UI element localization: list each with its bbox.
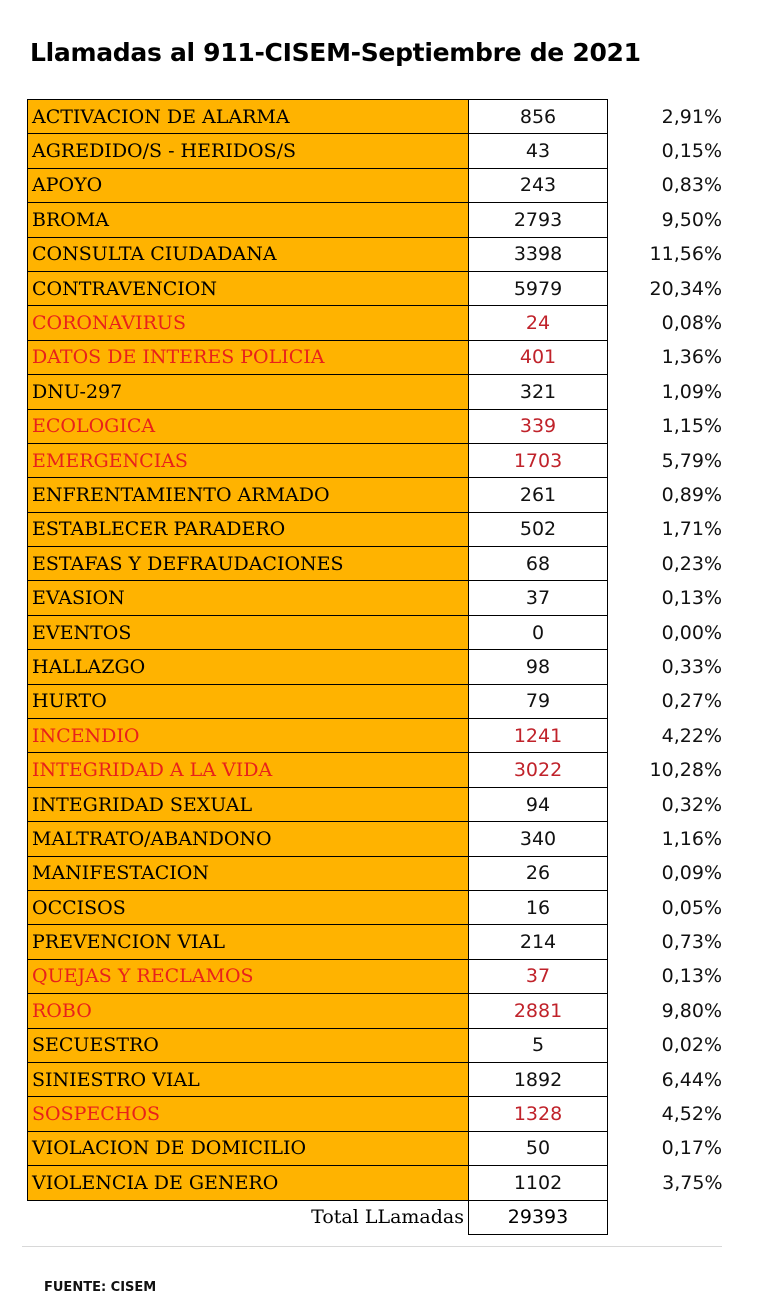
count-cell: 3398	[469, 237, 608, 271]
category-cell: ROBO	[28, 994, 469, 1028]
percent-cell: 0,02%	[661, 1034, 722, 1057]
table-row	[28, 994, 729, 1028]
total-value: 29393	[469, 1200, 608, 1234]
calls-table	[27, 99, 729, 1235]
count-cell: 856	[469, 100, 608, 134]
table-row	[28, 719, 729, 753]
count-cell: 502	[469, 512, 608, 546]
table-row	[28, 1166, 729, 1200]
table-row	[28, 581, 729, 615]
count-cell: 26	[469, 856, 608, 890]
percent-cell: 0,15%	[661, 140, 722, 163]
category-cell: MALTRATO/ABANDONO	[28, 822, 469, 856]
faint-divider	[22, 1246, 722, 1247]
percent-cell: 0,73%	[661, 931, 722, 954]
category-cell: SOSPECHOS	[28, 1097, 469, 1131]
percent-cell: 6,44%	[661, 1068, 722, 1091]
count-cell: 50	[469, 1131, 608, 1165]
count-cell: 24	[469, 306, 608, 340]
table-row	[28, 615, 729, 649]
category-cell: DATOS DE INTERES POLICIA	[28, 340, 469, 374]
category-cell: ESTABLECER PARADERO	[28, 512, 469, 546]
count-cell: 79	[469, 684, 608, 718]
count-cell: 340	[469, 822, 608, 856]
count-cell: 37	[469, 959, 608, 993]
table-row	[28, 375, 729, 409]
percent-cell: 0,23%	[661, 552, 722, 575]
category-cell: SINIESTRO VIAL	[28, 1062, 469, 1096]
category-cell: VIOLACION DE DOMICILIO	[28, 1131, 469, 1165]
category-cell: CORONAVIRUS	[28, 306, 469, 340]
count-cell: 16	[469, 890, 608, 924]
percent-cell: 0,33%	[661, 655, 722, 678]
count-cell: 321	[469, 375, 608, 409]
count-cell: 1892	[469, 1062, 608, 1096]
category-cell: MANIFESTACION	[28, 856, 469, 890]
percent-cell: 0,08%	[661, 312, 722, 335]
category-cell: ESTAFAS Y DEFRAUDACIONES	[28, 547, 469, 581]
table-row	[28, 409, 729, 443]
percent-cell: 10,28%	[649, 759, 722, 782]
table-row	[28, 271, 729, 305]
source-note: FUENTE: CISEM	[44, 1280, 157, 1295]
percent-cell: 0,13%	[661, 965, 722, 988]
count-cell: 43	[469, 134, 608, 168]
category-cell: EVASION	[28, 581, 469, 615]
table-row	[28, 1062, 729, 1096]
count-cell: 68	[469, 547, 608, 581]
percent-cell: 0,17%	[661, 1137, 722, 1160]
category-cell: OCCISOS	[28, 890, 469, 924]
table-row	[28, 100, 729, 134]
percent-cell: 4,52%	[661, 1103, 722, 1126]
table-row	[28, 684, 729, 718]
table-row	[28, 1131, 729, 1165]
total-percent-empty	[608, 1200, 729, 1234]
category-cell: ACTIVACION DE ALARMA	[28, 100, 469, 134]
percent-cell: 1,16%	[661, 827, 722, 850]
percent-cell: 9,80%	[661, 999, 722, 1022]
category-cell: EVENTOS	[28, 615, 469, 649]
total-row	[28, 1200, 729, 1234]
percent-cell: 2,91%	[661, 105, 722, 128]
table-row	[28, 512, 729, 546]
table-row	[28, 340, 729, 374]
table-row	[28, 306, 729, 340]
table-row	[28, 753, 729, 787]
percent-cell: 9,50%	[661, 208, 722, 231]
category-cell: VIOLENCIA DE GENERO	[28, 1166, 469, 1200]
percent-cell: 3,75%	[662, 1171, 723, 1194]
table-row	[28, 478, 729, 512]
count-cell: 5	[469, 1028, 608, 1062]
category-cell: AGREDIDO/S - HERIDOS/S	[28, 134, 469, 168]
count-cell: 98	[469, 650, 608, 684]
category-cell: APOYO	[28, 168, 469, 202]
table-row	[28, 168, 729, 202]
count-cell: 1102	[469, 1166, 608, 1200]
percent-cell: 4,22%	[661, 724, 722, 747]
category-cell: SECUESTRO	[28, 1028, 469, 1062]
category-cell: HURTO	[28, 684, 469, 718]
percent-cell: 5,79%	[661, 449, 722, 472]
count-cell: 3022	[469, 753, 608, 787]
category-cell: INCENDIO	[28, 719, 469, 753]
count-cell: 1703	[469, 443, 608, 477]
table-row	[28, 925, 729, 959]
table-row	[28, 134, 729, 168]
table-row	[28, 443, 729, 477]
percent-cell: 20,34%	[649, 277, 722, 300]
table-row	[28, 237, 729, 271]
category-cell: BROMA	[28, 203, 469, 237]
count-cell: 261	[469, 478, 608, 512]
count-cell: 214	[469, 925, 608, 959]
count-cell: 1328	[469, 1097, 608, 1131]
calls-table-body	[28, 100, 729, 1201]
percent-cell: 1,15%	[661, 415, 722, 438]
count-cell: 401	[469, 340, 608, 374]
table-row	[28, 856, 729, 890]
percent-cell: 0,13%	[661, 587, 722, 610]
category-cell: QUEJAS Y RECLAMOS	[28, 959, 469, 993]
table-row	[28, 547, 729, 581]
count-cell: 0	[469, 615, 608, 649]
percent-cell: 11,56%	[649, 243, 722, 266]
percent-cell: 0,09%	[661, 862, 722, 885]
table-row	[28, 822, 729, 856]
percent-cell: 0,00%	[661, 621, 722, 644]
category-cell: DNU-297	[28, 375, 469, 409]
table-row	[28, 650, 729, 684]
percent-cell: 0,27%	[661, 690, 722, 713]
percent-cell: 0,89%	[661, 483, 722, 506]
count-cell: 2793	[469, 203, 608, 237]
count-cell: 94	[469, 787, 608, 821]
category-cell: ECOLOGICA	[28, 409, 469, 443]
table-row	[28, 203, 729, 237]
table-row	[28, 787, 729, 821]
category-cell: INTEGRIDAD A LA VIDA	[28, 753, 469, 787]
category-cell: INTEGRIDAD SEXUAL	[28, 787, 469, 821]
page-title: Llamadas al 911-CISEM-Septiembre de 2021	[30, 38, 641, 67]
count-cell: 5979	[469, 271, 608, 305]
table-row	[28, 1097, 729, 1131]
count-cell: 339	[469, 409, 608, 443]
percent-cell: 0,05%	[661, 896, 722, 919]
count-cell: 1241	[469, 719, 608, 753]
percent-cell: 1,36%	[661, 346, 722, 369]
category-cell: EMERGENCIAS	[28, 443, 469, 477]
count-cell: 243	[469, 168, 608, 202]
table-row	[28, 890, 729, 924]
count-cell: 37	[469, 581, 608, 615]
percent-cell: 1,09%	[661, 380, 722, 403]
percent-cell: 0,32%	[661, 793, 722, 816]
category-cell: CONSULTA CIUDADANA	[28, 237, 469, 271]
table-row	[28, 959, 729, 993]
category-cell: PREVENCION VIAL	[28, 925, 469, 959]
table-row	[28, 1028, 729, 1062]
category-cell: HALLAZGO	[28, 650, 469, 684]
percent-cell: 0,83%	[661, 174, 722, 197]
total-label: Total LLamadas	[311, 1206, 464, 1229]
category-cell: ENFRENTAMIENTO ARMADO	[28, 478, 469, 512]
category-cell: CONTRAVENCION	[28, 271, 469, 305]
percent-cell: 1,71%	[661, 518, 722, 541]
count-cell: 2881	[469, 994, 608, 1028]
